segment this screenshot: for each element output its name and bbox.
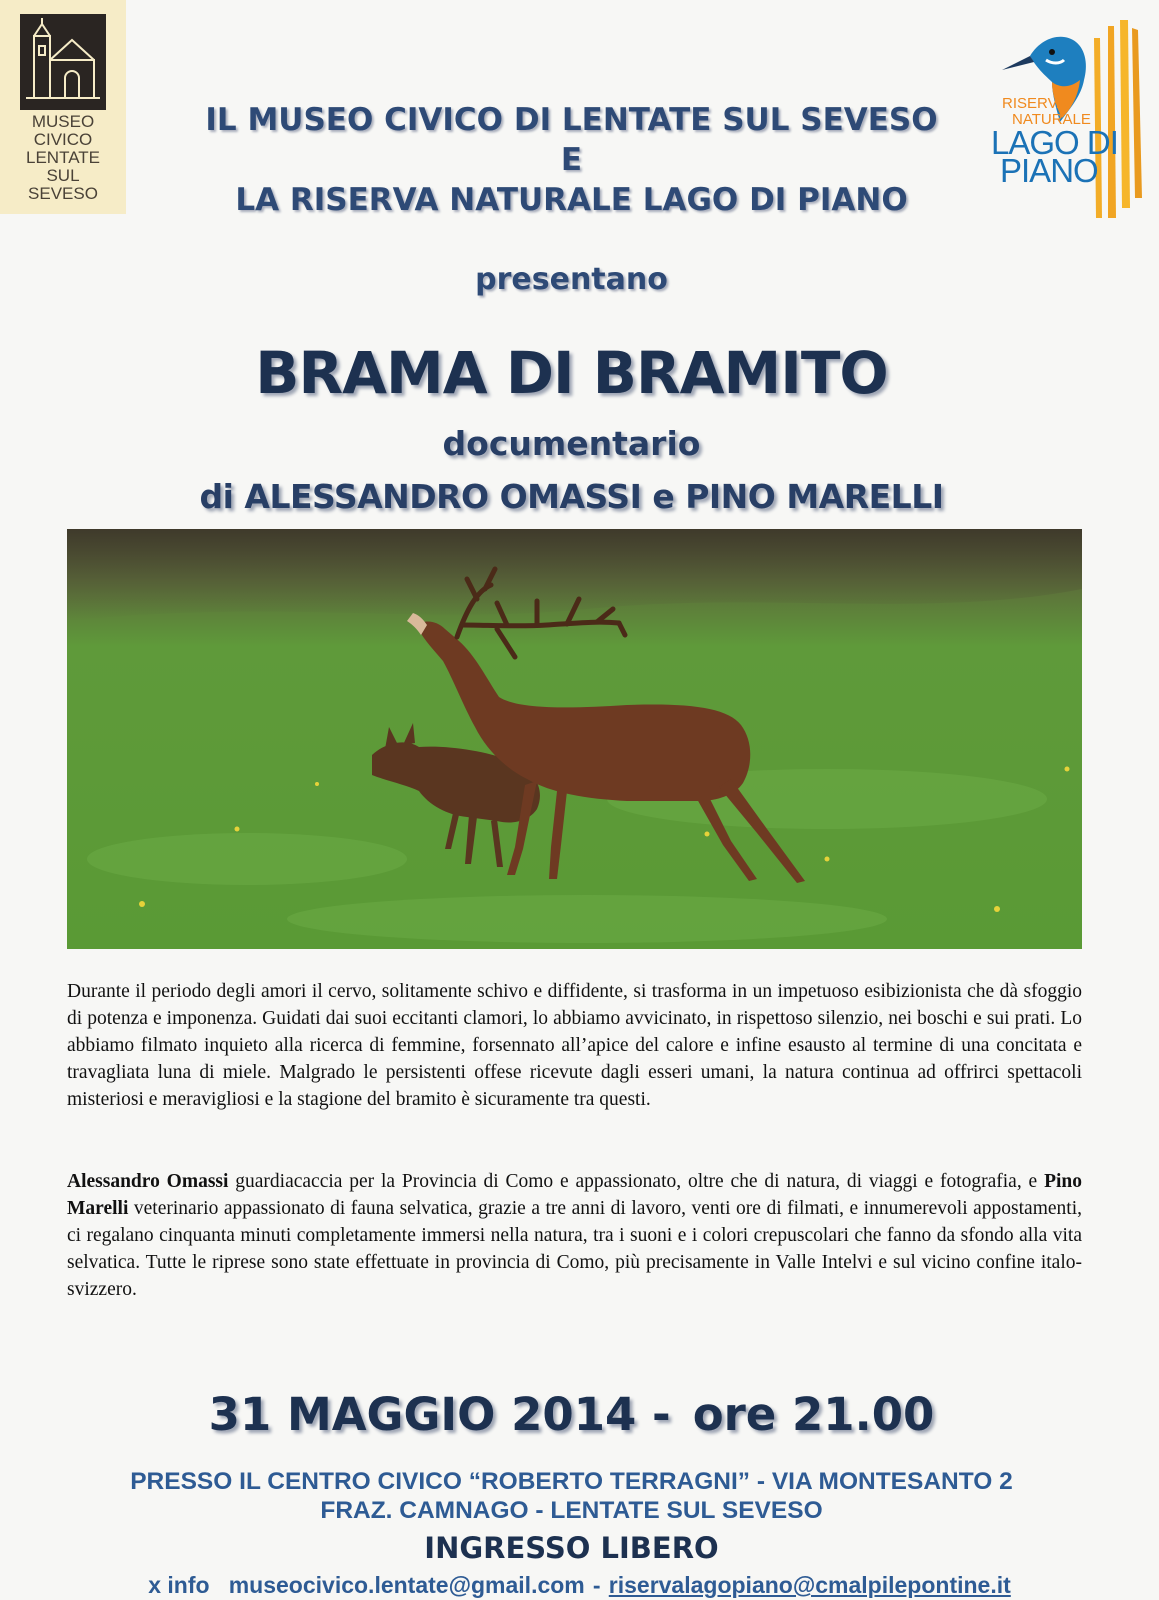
film-title: BRAMA DI BRAMITO [255,339,888,407]
admission-label: INGRESSO LIBERO [424,1531,719,1565]
event-date: 31 MAGGIO 2014 - [208,1388,671,1441]
film-subtitle: documentario [442,424,701,463]
church-icon [20,14,106,110]
contact-email-museo[interactable]: museocivico.lentate@gmail.com [228,1572,585,1598]
riserva-logo-line: NATURALE [1012,111,1091,128]
description-paragraph: Durante il periodo degli amori il cervo, solitamente schivo e diffidente, si trasforma in un impetuoso esibizionista che dà sfoggio di potenza e imponenza. Guidati dai suoi eccitanti clamori, lo abbiamo avvicinato, in rispettoso silenzio, nei boschi e sui prati. Lo abbiamo filmato inquieto alla ricerca di femmine, forsennato all’apice del calore e infine esausto al termine di una concitata e travagliata luna di miele. Malgrado le persistenti offese ricevute dagli esseri umani, la natura continua ad offrirci spettacoli misteriosi e meravigliosi e la stagione del bramito è sicuramente tra questi. [67,981,1082,1110]
contact-email-riserva[interactable]: riservalagopiano@cmalpilepontine.it [608,1572,1011,1598]
organizer-line-2: LA RISERVA NATURALE LAGO DI PIANO [235,182,908,218]
authors-text: guardiacaccia per la Provincia di Como e appassionato, oltre che di natura, di viaggi e fotografia, e [228,1171,1045,1192]
museo-logo-line: MUSEO [31,112,95,131]
riserva-logo-line: RISERVA [1002,95,1067,112]
venue-locality: FRAZ. CAMNAGO - LENTATE SUL SEVESO [320,1497,823,1524]
presentano-label: presentano [475,262,668,297]
museo-logo-line: SEVESO [28,184,98,203]
riserva-logo-line: PIANO [1000,152,1098,189]
venue-address: PRESSO IL CENTRO CIVICO “ROBERTO TERRAGNI” - VIA MONTESANTO 2 [130,1468,1013,1495]
event-time: ore 21.00 [692,1388,935,1441]
contact-label: x info [148,1572,210,1598]
film-authors: di ALESSANDRO OMASSI e PINO MARELLI [199,477,944,516]
riserva-logo-line: LAGO DI [991,124,1118,161]
authors-text: veterinario appassionato di fauna selvatica, grazie a tre anni di lavoro, venti ore di filmati, e innumerevoli appostamenti, ci regalano cinquanta minuti completamente immersi nella natura, tra i suoni e i colori crepuscolari che fanno da sfondo alla vita selvatica. Tutte le riprese sono state effettuate in provincia di Como, più precisamente in Valle Intelvi e sul vicino confine italo-svizzero. [67,1198,1082,1300]
author-name: Alessandro Omassi [67,1171,229,1192]
event-datetime [0,1385,1143,1445]
author-name: Pino Marelli [67,1171,1082,1219]
organizer-line-1: IL MUSEO CIVICO DI LENTATE SUL SEVESO [205,102,938,138]
organizer-conjunction: E [560,142,583,178]
museo-logo-line: CIVICO [33,130,93,149]
contact-separator: - [592,1572,601,1598]
deer-illustration [67,529,1082,949]
authors-paragraph [67,1168,1082,1303]
contact-line [0,1570,1159,1600]
museo-logo-line: SUL [46,166,80,185]
museo-logo-line: LENTATE [26,148,100,167]
deer-photo [67,529,1082,949]
